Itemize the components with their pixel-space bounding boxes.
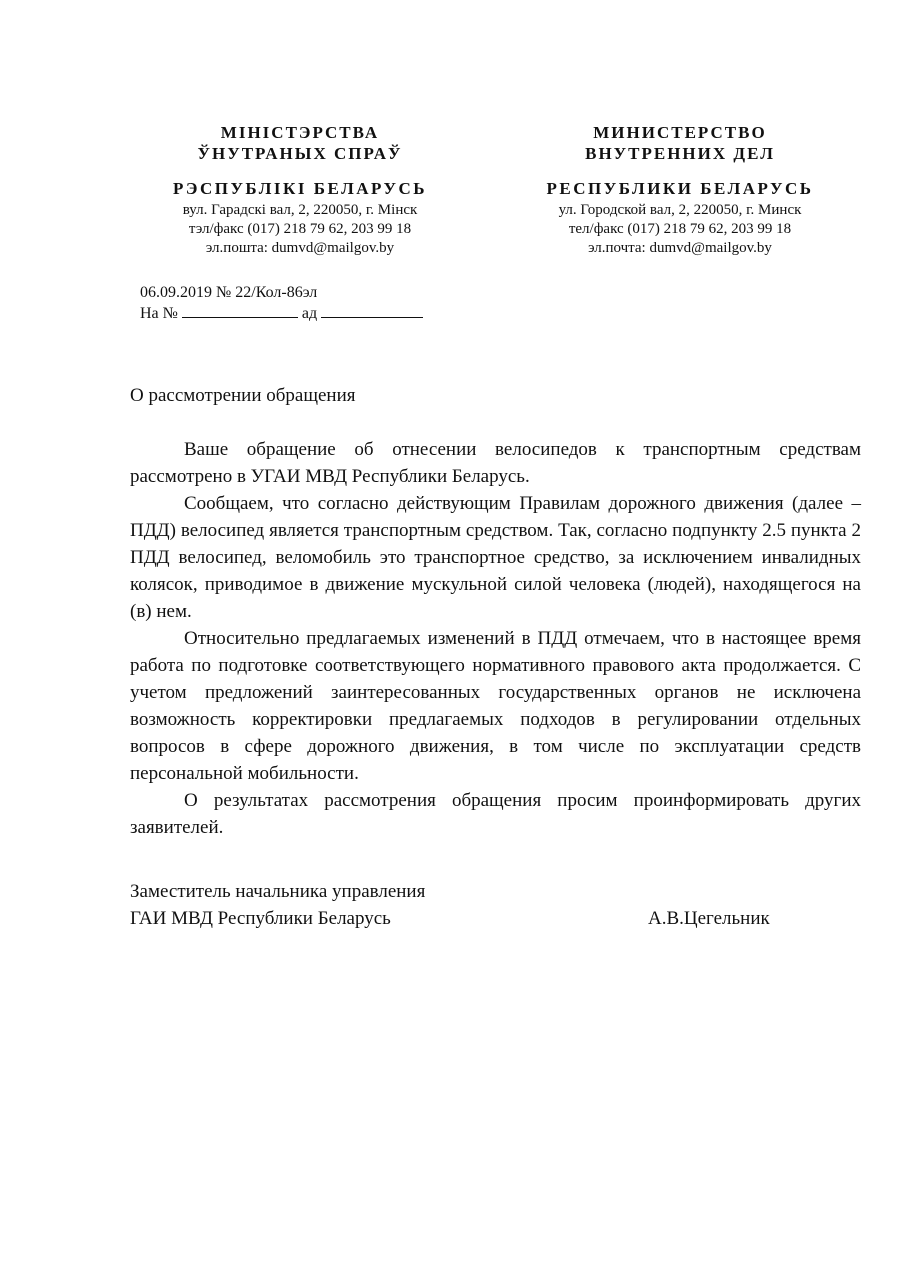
letterhead-russian (520, 122, 840, 258)
signer-position-row (130, 905, 861, 932)
ministry-name-ru (520, 122, 840, 164)
address-ru: ул. Городской вал, 2, 220050, г. Минск (558, 202, 802, 218)
letterhead-belarusian (140, 122, 460, 258)
country-name-be: РЭСПУБЛІКІ БЕЛАРУСЬ (173, 179, 427, 198)
ministry-name-be (140, 122, 460, 164)
phone-fax-be: тэл/факс (017) 218 79 62, 203 99 18 (188, 221, 412, 237)
contact-block-ru (520, 201, 840, 258)
ministry-name-ru-line-1: МИНИСТЕРСТВО (593, 123, 767, 142)
body-paragraph-3: Относительно предлагаемых изменений в ПДД отмечаем, что в настоящее время работа по подготовке соответствующего нормативного правового акта продолжается. С учетом предложений заинтересованных государственных органов не исключена возможность корректировки предлагаемых подходов в регулировании отдельных вопросов в сфере дорожного движения, в том числе по эксплуатации средств персональной мобильности. (130, 628, 861, 784)
body-paragraph-1: Ваше обращение об отнесении велосипедов к транспортным средствам рассмотрено в УГАИ МВД Республики Беларусь. (130, 439, 861, 487)
signature-block (130, 878, 861, 932)
reference-block (140, 283, 423, 324)
phone-fax-ru: тел/факс (017) 218 79 62, 203 99 18 (568, 221, 792, 237)
letter-body (130, 436, 861, 841)
in-reply-date-blank (321, 303, 423, 318)
ministry-name-be-line-2: ЎНУТРАНЫХ СПРАЎ (197, 144, 403, 163)
body-paragraph-4: О результатах рассмотрения обращения просим проинформировать других заявителей. (130, 790, 861, 838)
country-name-ru: РЕСПУБЛИКИ БЕЛАРУСЬ (546, 179, 814, 198)
signer-position-line-1: Заместитель начальника управления (130, 881, 426, 902)
letter-subject: О рассмотрении обращения (130, 385, 356, 406)
outgoing-date-number: 06.09.2019 № 22/Кол-86эл (140, 284, 318, 301)
in-reply-mid: ад (301, 305, 318, 322)
contact-block-be (140, 201, 460, 258)
ministry-name-ru-line-2: ВНУТРЕННИХ ДЕЛ (585, 144, 775, 163)
body-paragraph-2: Сообщаем, что согласно действующим Правилам дорожного движения (далее – ПДД) велосипед является транспортным средством. Так, согласно подпункту 2.5 пункта 2 ПДД велосипед, веломобиль это транспортное средство, за исключением инвалидных колясок, приводимое в движение мускульной силой человека (людей), находящегося на (в) нем. (130, 493, 861, 622)
in-reply-line (140, 303, 423, 324)
in-reply-prefix: На № (140, 305, 178, 322)
email-be: эл.пошта: dumvd@mailgov.by (205, 240, 395, 256)
in-reply-number-blank (182, 303, 298, 318)
ministry-name-be-line-1: МІНІСТЭРСТВА (220, 123, 380, 142)
address-be: вул. Гарадскі вал, 2, 220050, г. Мінск (182, 202, 418, 218)
email-ru: эл.почта: dumvd@mailgov.by (588, 240, 772, 256)
signer-name: А.В.Цегельник (648, 908, 770, 929)
signer-position-line-2: ГАИ МВД Республики Беларусь (130, 908, 391, 929)
